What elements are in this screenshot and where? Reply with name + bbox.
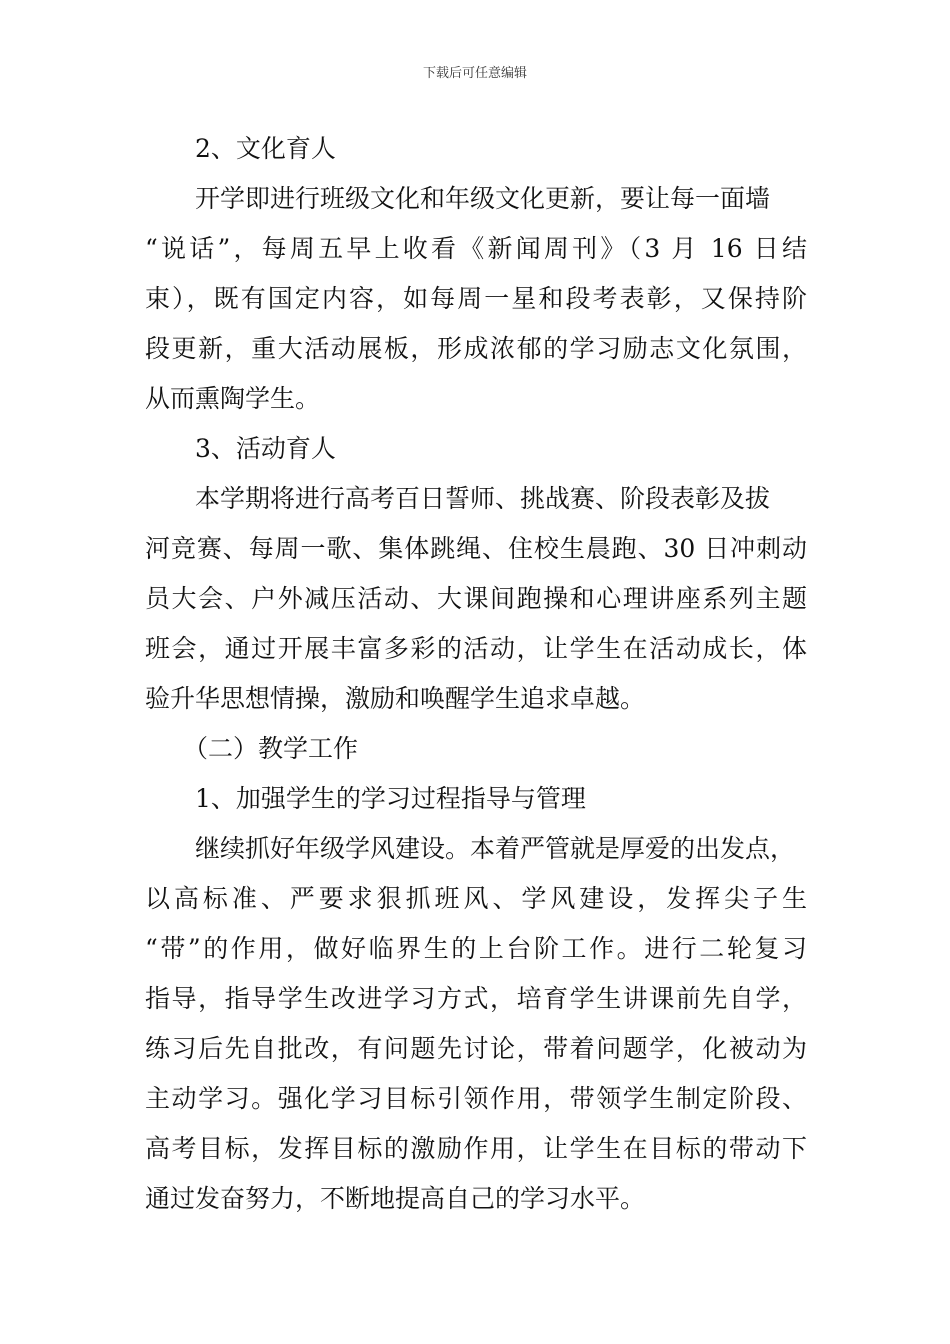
paragraph-line: 段更新，重大活动展板，形成浓郁的学习励志文化氛围， <box>145 334 807 363</box>
paragraph-line: 指导，指导学生改进学习方式，培育学生讲课前先自学， <box>145 984 807 1013</box>
subsection-heading: 1、加强学生的学习过程指导与管理 <box>195 784 586 813</box>
section-heading-culture: 2、文化育人 <box>195 134 336 163</box>
paragraph-line: 通过发奋努力，不断地提高自己的学习水平。 <box>145 1184 646 1213</box>
document-body <box>145 124 807 1224</box>
section-heading-teaching: （二）教学工作 <box>183 734 359 763</box>
paragraph-line: 继续抓好年级学风建设。本着严管就是厚爱的出发点， <box>195 834 796 863</box>
section-heading-activity: 3、活动育人 <box>195 434 336 463</box>
paragraph-line: 练习后先自批改，有问题先讨论，带着问题学，化被动为 <box>145 1034 807 1063</box>
paragraph-line: 班会，通过开展丰富多彩的活动，让学生在活动成长，体 <box>145 634 807 663</box>
paragraph-line: 验升华思想情操，激励和唤醒学生追求卓越。 <box>145 684 646 713</box>
paragraph-line: 主动学习。强化学习目标引领作用，带领学生制定阶段、 <box>145 1084 807 1113</box>
paragraph-line: 开学即进行班级文化和年级文化更新，要让每一面墙 <box>195 184 771 213</box>
paragraph-line: “带”的作用，做好临界生的上台阶工作。进行二轮复习 <box>145 934 807 963</box>
paragraph-line: 员大会、户外减压活动、大课间跑操和心理讲座系列主题 <box>145 584 807 613</box>
paragraph-line: 河竞赛、每周一歌、集体跳绳、住校生晨跑、30 日冲刺动 <box>145 534 807 563</box>
paragraph-line: 束），既有国定内容，如每周一星和段考表彰，又保持阶 <box>145 284 807 313</box>
paragraph-line: 从而熏陶学生。 <box>145 384 321 413</box>
paragraph-line: 高考目标，发挥目标的激励作用，让学生在目标的带动下 <box>145 1134 807 1163</box>
page-header-note: 下载后可任意编辑 <box>422 66 527 81</box>
paragraph-line: “说话”，每周五早上收看《新闻周刊》（3 月 16 日结 <box>145 234 807 263</box>
paragraph-line: 本学期将进行高考百日誓师、挑战赛、阶段表彰及拔 <box>195 484 771 513</box>
paragraph-line: 以高标准、严要求狠抓班风、学风建设，发挥尖子生 <box>145 884 807 913</box>
